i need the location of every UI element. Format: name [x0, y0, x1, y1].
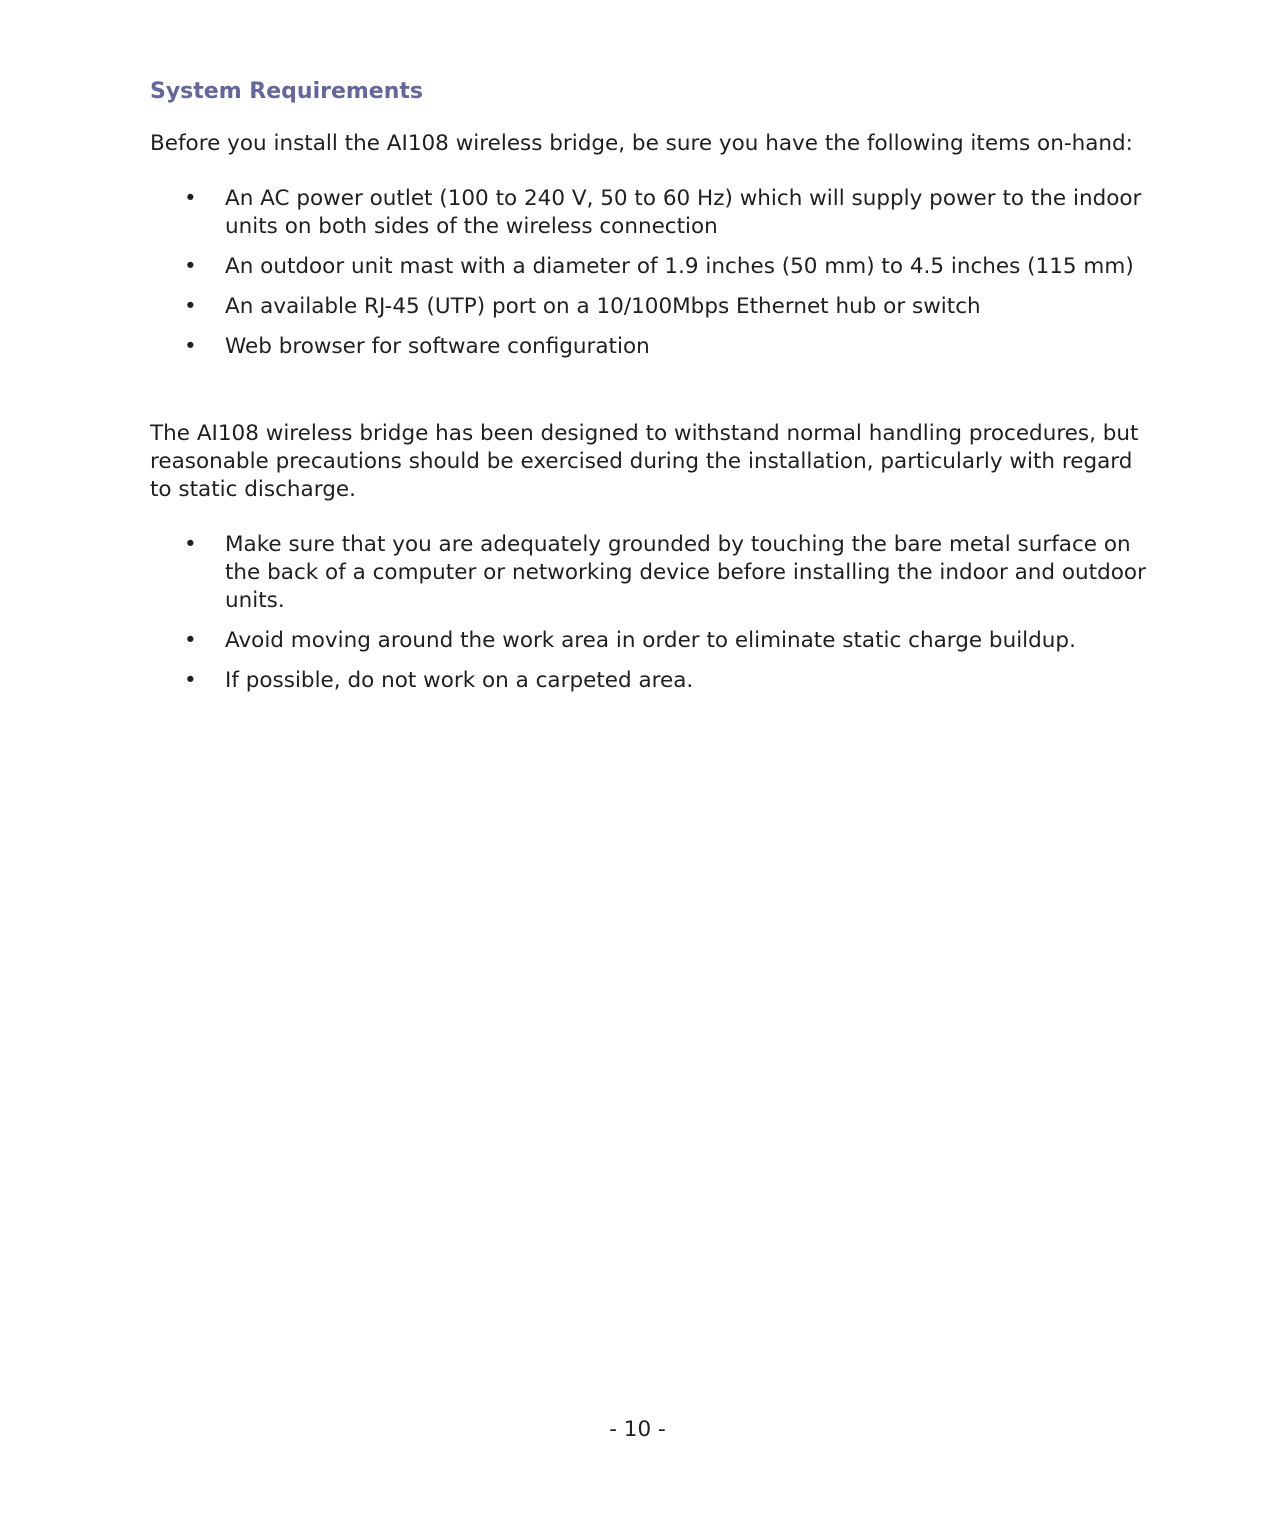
bullet-icon: • [184, 532, 197, 557]
list-item-text: An available RJ-45 (UTP) port on a 10/100Mbps Ethernet hub or switch [225, 294, 981, 319]
list-item [150, 293, 1150, 321]
list-item [150, 253, 1150, 281]
bullet-icon: • [184, 628, 197, 653]
list-item [150, 185, 1150, 241]
intro-paragraph: Before you install the AI108 wireless bridge, be sure you have the following items on-hand: [150, 131, 1133, 156]
requirements-list [150, 185, 1150, 361]
precautions-list [150, 531, 1150, 695]
list-item-text: If possible, do not work on a carpeted area. [225, 668, 694, 693]
bullet-icon: • [184, 294, 197, 319]
spacer [150, 373, 1150, 420]
page-number: - 10 - [609, 1417, 666, 1442]
bullet-icon: • [184, 186, 197, 211]
bullet-icon: • [184, 334, 197, 359]
section-heading: System Requirements [150, 79, 424, 104]
list-item [150, 531, 1150, 615]
precaution-paragraph: The AI108 wireless bridge has been designed to withstand normal handling procedures, but reasonable precautions should be exercised during the installation, particularly with regard to static discharge. [150, 421, 1139, 502]
document-page [150, 78, 1150, 707]
list-item-text: Web browser for software configuration [225, 334, 650, 359]
bullet-icon: • [184, 668, 197, 693]
list-item-text: An outdoor unit mast with a diameter of 1.9 inches (50 mm) to 4.5 inches (115 mm) [225, 254, 1134, 279]
bullet-icon: • [184, 254, 197, 279]
list-item-text: Make sure that you are adequately grounded by touching the bare metal surface on the back of a computer or networking device before installing the indoor and outdoor units. [225, 532, 1146, 613]
list-item [150, 627, 1150, 655]
list-item-text: Avoid moving around the work area in order to eliminate static charge buildup. [225, 628, 1076, 653]
list-item [150, 333, 1150, 361]
list-item [150, 667, 1150, 695]
list-item-text: An AC power outlet (100 to 240 V, 50 to 60 Hz) which will supply power to the indoor units on both sides of the wireless connection [225, 186, 1142, 239]
